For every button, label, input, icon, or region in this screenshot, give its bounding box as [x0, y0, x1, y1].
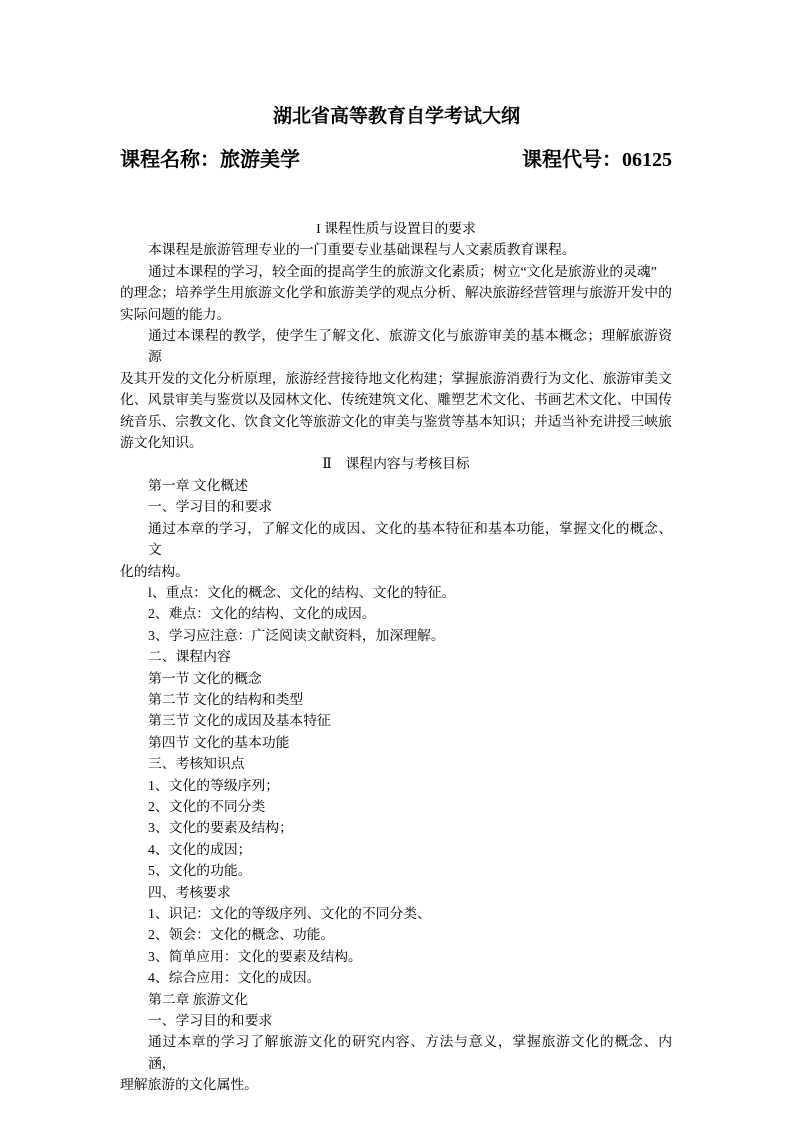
chapter-title: 第一章 文化概述 — [148, 477, 249, 493]
section-heading: I 课程性质与设置目的要求 — [316, 221, 476, 236]
list-item: 第一节 文化的概念 — [148, 670, 262, 686]
paragraph-line: 通过本课程的教学，使学生了解文化、旅游文化与旅游审美的基本概念；理解旅游资源 — [148, 328, 672, 365]
chapter-title: 第二章 旅游文化 — [148, 991, 249, 1007]
subsection-heading: 一、学习目的和要求 — [148, 499, 273, 515]
subsection-heading: 四、考核要求 — [148, 884, 231, 900]
section-heading: Ⅱ 课程内容与考核目标 — [322, 456, 470, 472]
list-item: 3、简单应用：文化的要素及结构。 — [148, 948, 362, 964]
subsection-heading: 二、课程内容 — [148, 649, 231, 665]
course-header — [120, 146, 672, 174]
paragraph-line: 统音乐、宗教文化、饮食文化等旅游文化的审美与鉴赏等基本知识；并适当补充讲授三峡旅 — [120, 413, 672, 429]
list-item: 1、文化的等级序列； — [148, 777, 280, 793]
document-title: 湖北省高等教育自学考试大纲 — [272, 106, 520, 127]
course-name: 课程名称：旅游美学 — [120, 149, 300, 171]
course-code: 课程代号：06125 — [522, 149, 672, 171]
list-item: 3、学习应注意：广泛阅读文献资料，加深理解。 — [148, 627, 445, 643]
subsection-heading: 一、学习目的和要求 — [148, 1013, 273, 1029]
list-item: 3、文化的要素及结构； — [148, 820, 293, 836]
paragraph-line: 及其开发的文化分析原理，旅游经营接待地文化构建；掌握旅游消费行为文化、旅游审美文 — [120, 370, 672, 386]
paragraph-line: 通过本章的学习了解旅游文化的研究内容、方法与意义，掌握旅游文化的概念、内涵， — [148, 1034, 672, 1071]
list-item: 1、识记：文化的等级序列、文化的不同分类、 — [148, 906, 431, 921]
paragraph-line: 的理念；培养学生用旅游文化学和旅游美学的观点分析、解决旅游经营管理与旅游开发中的 — [120, 285, 672, 301]
list-item: 5、文化的功能。 — [148, 863, 252, 879]
list-item: 第二节 文化的结构和类型 — [148, 691, 304, 707]
list-item: 2、难点：文化的结构、文化的成因。 — [148, 606, 376, 622]
paragraph-line: 化、风景审美与鉴赏以及园林文化、传统建筑文化、雕塑艺术文化、书画艺术文化、中国传 — [120, 392, 672, 408]
paragraph-line: 实际问题的能力。 — [120, 306, 231, 322]
paragraph-line: 本课程是旅游管理专业的一门重要专业基础课程与人文素质教育课程。 — [148, 242, 576, 258]
list-item: 第四节 文化的基本功能 — [148, 734, 290, 750]
list-item: 4、综合应用：文化的成因。 — [148, 970, 321, 986]
subsection-heading: 三、考核知识点 — [148, 756, 245, 772]
list-item: 2、文化的不同分类 — [148, 798, 266, 814]
paragraph-line: 理解旅游的文化属性。 — [120, 1077, 258, 1093]
paragraph-line: 化的结构。 — [120, 563, 189, 579]
list-item: 4、文化的成因； — [148, 841, 252, 857]
list-item: l、重点：文化的概念、文化的结构、文化的特征。 — [148, 584, 456, 600]
document-body — [120, 218, 672, 1136]
paragraph-line: 通过本章的学习，了解文化的成因、文化的基本特征和基本功能，掌握文化的概念、文 — [148, 520, 672, 558]
list-item: 2、领会：文化的概念、功能。 — [148, 927, 335, 943]
list-item: 第三节 文化的成因及基本特征 — [148, 713, 331, 729]
paragraph-line: 通过本课程的学习，较全面的提高学生的旅游文化素质；树立“文化是旅游业的灵魂” — [148, 263, 657, 279]
paragraph-line: 游文化知识。 — [120, 435, 203, 451]
